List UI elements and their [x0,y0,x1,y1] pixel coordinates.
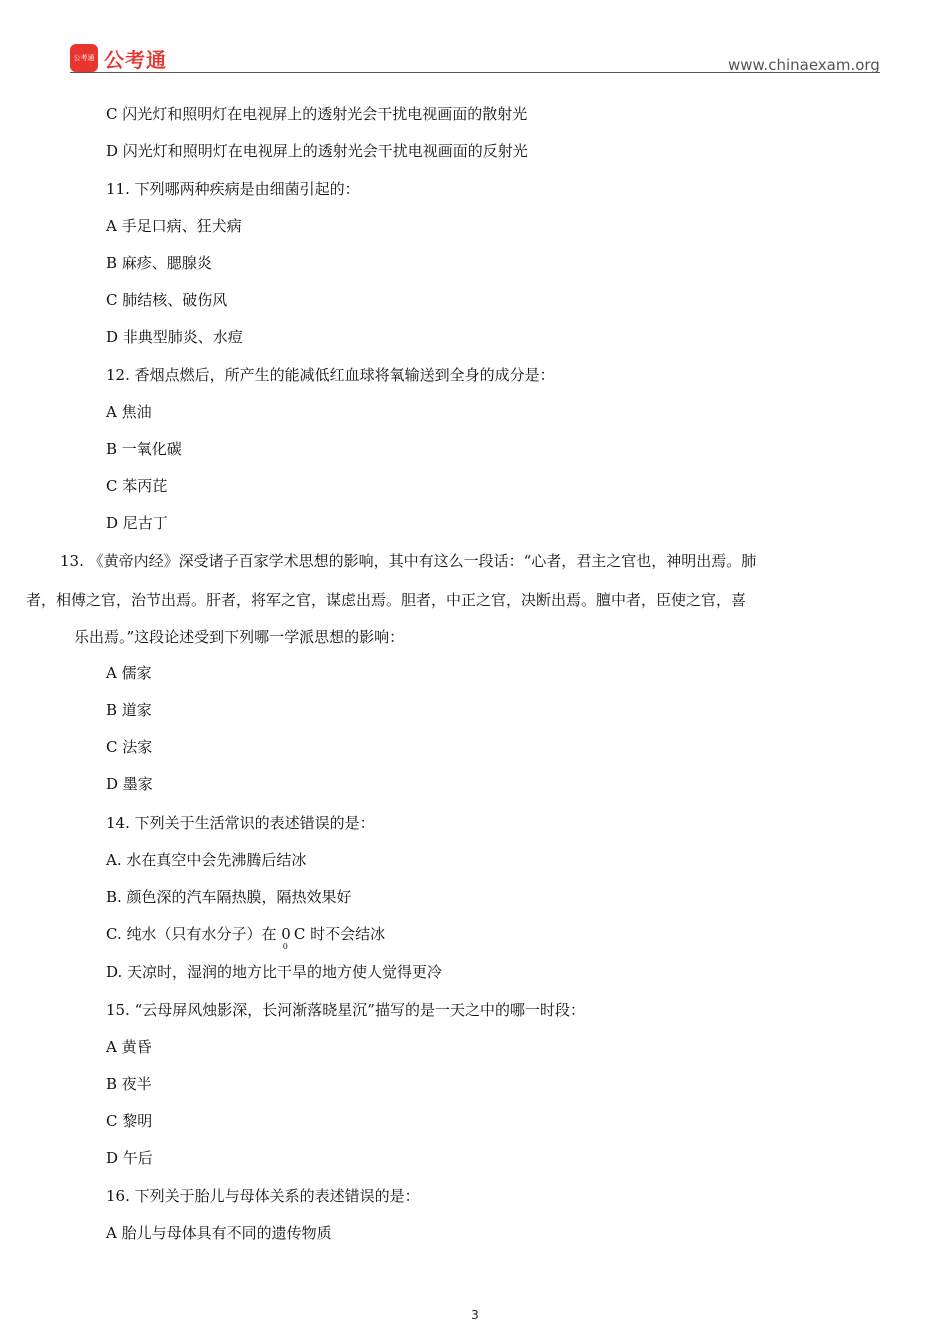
question-15: 15. “云母屏风烛影深，长河渐落晓星沉”描写的是一天之中的哪一时段： [106,1001,585,1019]
logo-badge-icon: 公考通 [70,44,98,72]
q12-option-c: C 苯丙芘 [106,477,168,495]
page-header [0,0,950,100]
page-number: 3 [471,1308,479,1322]
q15-option-c: C 黎明 [106,1112,153,1130]
q14-option-c [106,924,386,951]
q16-option-a: A 胎儿与母体具有不同的遗传物质 [106,1224,332,1242]
q13-option-b: B 道家 [106,701,152,719]
q10-option-d: D 闪光灯和照明灯在电视屏上的透射光会干扰电视画面的反射光 [106,142,528,160]
q11-option-a: A 手足口病、狂犬病 [106,217,242,235]
q11-option-d: D 非典型肺炎、水痘 [106,328,243,346]
q12-option-a: A 焦油 [106,403,152,421]
q10-option-c: C 闪光灯和照明灯在电视屏上的透射光会干扰电视画面的散射光 [106,105,528,123]
q14-option-b: B. 颜色深的汽车隔热膜，隔热效果好 [106,888,352,906]
logo-text: 公考通 [104,47,167,72]
q11-option-b: B 麻疹、腮腺炎 [106,254,212,272]
brand-logo[interactable] [70,44,167,72]
question-13-line-3: 乐出焉。”这段论述受到下列哪一学派思想的影响： [74,628,405,646]
question-13-line-1: 13. 《黄帝内经》深受诸子百家学术思想的影响，其中有这么一段话：“心者，君主之官也，神明出焉。肺 [60,552,757,570]
q13-option-d: D 墨家 [106,775,153,793]
degree-mark: 0 [282,942,288,951]
site-url[interactable]: www.chinaexam.org [728,56,880,74]
question-14: 14. 下列关于生活常识的表述错误的是： [106,814,375,832]
question-11: 11. 下列哪两种疾病是由细菌引起的： [106,180,360,198]
q15-option-b: B 夜半 [106,1075,152,1093]
q14-option-c-text-start: C. 纯水（只有水分子）在 0 [106,925,291,943]
q13-option-a: A 儒家 [106,664,152,682]
q14-option-c-text-end: C 时不会结冰 [293,925,386,943]
q15-option-d: D 午后 [106,1149,153,1167]
question-13-line-2: 者，相傅之官，治节出焉。肝者，将军之官，谋虑出焉。胆者，中正之官，决断出焉。膻中者，臣使之官，喜 [26,591,747,609]
q12-option-b: B 一氧化碳 [106,440,182,458]
question-16: 16. 下列关于胎儿与母体关系的表述错误的是： [106,1187,420,1205]
q14-option-a: A. 水在真空中会先沸腾后结冰 [106,851,307,869]
q15-option-a: A 黄昏 [106,1038,152,1056]
q11-option-c: C 肺结核、破伤风 [106,291,228,309]
q13-option-c: C 法家 [106,738,153,756]
q12-option-d: D 尼古丁 [106,514,168,532]
q14-option-d: D. 天凉时，湿润的地方比干旱的地方使人觉得更冷 [106,963,443,981]
question-12: 12. 香烟点燃后，所产生的能减低红血球将氧输送到全身的成分是： [106,366,555,384]
